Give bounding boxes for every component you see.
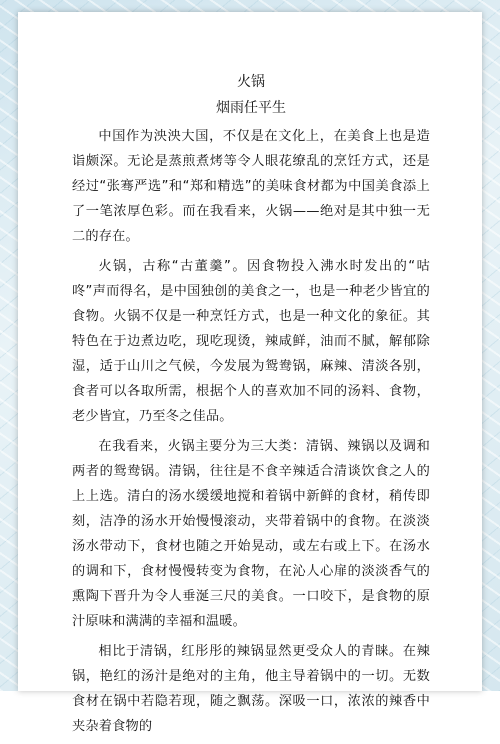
document-page[interactable] — [18, 12, 482, 734]
document-author: 烟雨任平生 — [216, 100, 286, 116]
paragraph-3: 在我看来，火锅主要分为三大类：清锅、辣锅以及调和两者的鸳鸯锅。清锅，往往是不食辛辣适合清谈饮食之人的上上选。清白的汤水缓缓地搅和着锅中新鲜的食材，稍传即刻，洁净的汤水开始慢慢滚动，夹带着锅中的食物。在淡淡汤水带动下，食材也随之开始晃动，或左右或上下。在汤水的调和下，食材慢慢转变为食物，在沁人心扉的淡淡香气的熏陶下晋升为令人垂涎三尺的美食。一口咬下，是食物的原汁原味和满满的幸福和温暖。 — [72, 439, 430, 629]
paragraph-1: 中国作为泱泱大国，不仅是在文化上，在美食上也是造诣颇深。无论是蒸煎煮烤等令人眼花缭乱的烹饪方式，还是经过“张骞严选”和“郑和精选”的美味食材都为中国美食添上了一笔浓厚色彩。而在我看来，火锅——绝对是其中独一无二的存在。 — [72, 129, 430, 244]
document-content — [72, 72, 430, 744]
paragraph-2: 火锅，古称“古董羹”。因食物投入沸水时发出的“咕咚”声而得名，是中国独创的美食之一，也是一种老少皆宜的食物。火锅不仅是一种烹饪方式，也是一种文化的象征。其特色在于边煮边吃，现吃现烫，辣咸鲜，油而不腻，解郁除湿，适于山川之气候，今发展为鸳鸯锅，麻辣、清淡各别，食者可以各取所需，根据个人的喜欢加不同的汤料、食物，老少皆宜，乃至冬之佳品。 — [72, 259, 430, 424]
document-title: 火锅 — [237, 74, 265, 90]
paragraph-4: 相比于清锅，红彤彤的辣锅显然更受众人的青睐。在辣锅，艳红的汤汁是绝对的主角，他主导着锅中的一切。无数食材在锅中若隐若现，随之飘荡。深吸一口，浓浓的辣香中夹杂着食物的 — [72, 644, 430, 734]
